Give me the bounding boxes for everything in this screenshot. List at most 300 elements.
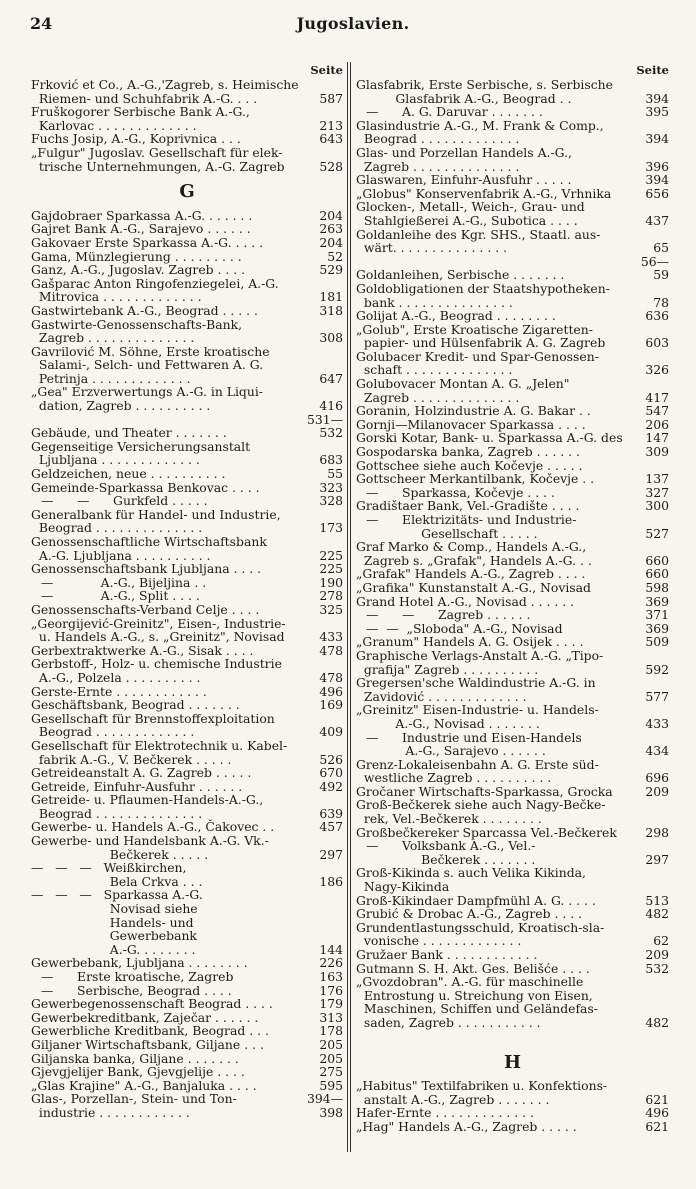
entry-name: Gašparac Anton Ringofenziegelei, A.-G. Mitrovica . . . . . . . . . . . . . (31, 275, 279, 305)
index-entry (356, 350, 669, 377)
index-entry (31, 685, 343, 699)
entry-page-number: 660 (645, 552, 669, 568)
index-entry (31, 1065, 343, 1079)
index-entry (31, 888, 343, 956)
entry-name: Gesellschaft für Brennstoffexploitation Beograd . . . . . . . . . . . . . (31, 710, 275, 740)
entry-name: „Grafika" Kunstanstalt A.-G., Novisad (356, 579, 591, 595)
entry-page-number: 65 (653, 240, 669, 256)
entry-page-number: 209 (645, 783, 669, 799)
index-entry (356, 649, 669, 676)
entry-name: Gastwirtebank A.-G., Beograd . . . . . (31, 302, 258, 318)
entry-name: Gerbextraktwerke A.-G., Sisak . . . . (31, 642, 254, 658)
index-entry (356, 1120, 669, 1134)
index-entry (31, 413, 343, 440)
index-entry (31, 970, 343, 984)
column-divider (350, 62, 351, 1152)
entry-page-number: 394 (645, 131, 669, 147)
entry-page-number: 147 (645, 430, 669, 446)
entry-page-number: 225 (319, 561, 343, 577)
entry-name: Goranin, Holzindustrie A. G. Bakar . . (356, 403, 591, 419)
index-entry (356, 404, 669, 418)
entry-page-number: 496 (319, 683, 343, 699)
entry-page-number: 527 (645, 525, 669, 541)
seite-column-label: Seite (636, 63, 669, 77)
index-entry (356, 622, 669, 636)
index-entry (356, 826, 669, 840)
index-entry (31, 1024, 343, 1038)
entry-name: Groß-Kikindaer Dampfmühl A. G. . . . . (356, 892, 596, 908)
index-entry (356, 595, 669, 609)
index-entry (31, 1011, 343, 1025)
index-entry (31, 250, 343, 264)
entry-name: Generalbank für Handel- und Industrie, Beograd . . . . . . . . . . . . . . (31, 506, 281, 536)
entry-page-number: 396 (645, 158, 669, 174)
index-entry (31, 385, 343, 412)
entry-name: Gornji—Milanovacer Sparkassa . . . . (356, 416, 586, 432)
entry-name: Glaswaren, Einfuhr-Ausfuhr . . . . . (356, 172, 572, 188)
entry-name: Gebäude, und Theater . . . . . . . (31, 425, 227, 441)
index-entry (31, 562, 343, 576)
entry-name: Gewerbebank, Ljubljana . . . . . . . . (31, 955, 248, 971)
entry-page-number: 478 (319, 642, 343, 658)
index-entry (31, 132, 343, 146)
index-entry (356, 703, 669, 730)
entry-page-number: 409 (319, 724, 343, 740)
entry-page-number: 190 (319, 574, 343, 590)
index-entry (356, 418, 669, 432)
entry-name: Gutmann S. H. Akt. Ges. Belišće . . . . (356, 960, 590, 976)
entry-name: Gajdobraer Sparkassa A.-G. . . . . . . (31, 207, 253, 223)
index-entry (356, 608, 669, 622)
entry-page-number: 587 (319, 90, 343, 106)
entry-name: Gewerbekreditbank, Zaječar . . . . . . (31, 1009, 259, 1025)
index-entry (31, 603, 343, 617)
entry-name: Groß-Kikinda s. auch Velika Kikinda, Nagy-Kikinda (356, 865, 586, 895)
entry-page-number: 656 (645, 185, 669, 201)
entry-page-number: 181 (319, 289, 343, 305)
index-entry (31, 956, 343, 970)
index-entry (31, 345, 343, 386)
index-entry (31, 263, 343, 277)
index-entry (356, 445, 669, 459)
entry-name: Goldobligationen der Staatshypotheken- bank . . . . . . . . . . . . . . . (356, 280, 610, 310)
entry-name: Geldzeichen, neue . . . . . . . . . . (31, 466, 226, 482)
entry-name: Gastwirte-Genossenschafts-Bank, Zagreb . . . . . . . . . . . . . . (31, 316, 243, 346)
page-number: 24 (30, 14, 53, 33)
entry-page-number: 433 (319, 629, 343, 645)
index-entry (31, 657, 343, 684)
entry-page-number: 226 (319, 955, 343, 971)
entry-page-number: 204 (319, 234, 343, 250)
entry-page-number: 577 (645, 688, 669, 704)
entry-name: — A.-G., Bijeljina . . (41, 574, 207, 590)
entry-name: „Golub", Erste Kroatische Zigaretten- papier- und Hülsenfabrik A. G. Zagreb (356, 321, 606, 351)
entry-name: Gama, Münzlegierung . . . . . . . . . (31, 248, 242, 264)
entry-name: „Globus" Konservenfabrik A.-G., Vrhnika (356, 185, 612, 201)
entry-name: — — Gurkfeld . . . . . (41, 493, 208, 509)
index-entry (356, 921, 669, 948)
entry-page-number: 660 (645, 566, 669, 582)
entry-page-number: 482 (645, 906, 669, 922)
entry-page-number: 137 (645, 471, 669, 487)
entry-name: „Greinitz" Eisen-Industrie- u. Handels- A.-G., Novisad . . . . . . . (356, 702, 599, 731)
entry-name: — Industrie und Eisen-Handels A.-G., Sarajevo . . . . . . (366, 729, 582, 759)
entry-page-number: 394 (645, 172, 669, 188)
index-entry (31, 209, 343, 223)
entry-page-number: 457 (319, 819, 343, 835)
entry-name: „Georgijević-Greinitz", Eisen-, Industrie- u. Handels A.-G., s. „Greinitz", Novisad (31, 615, 286, 645)
index-entry (356, 567, 669, 581)
entry-page-number: 144 (319, 941, 343, 957)
entry-name: Gewerbliche Kreditbank, Beograd . . . (31, 1023, 269, 1039)
entry-name: Genossenschaftliche Wirtschaftsbank A.-G. Ljubljana . . . . . . . . . . (31, 534, 267, 563)
entry-page-number: 598 (645, 579, 669, 595)
entry-page-number: 369 (645, 593, 669, 609)
entry-name: Grundentlastungsschuld, Kroatisch-sla- vonische . . . . . . . . . . . . . (356, 919, 605, 949)
entry-name: — — — Weißkirchen, Bela Crkva . . . (31, 860, 203, 889)
entry-page-number: 526 (319, 751, 343, 767)
index-entry (31, 1079, 343, 1093)
entry-name: — Sparkassa, Kočevje . . . . (366, 484, 555, 500)
entry-name: Genossenschafts-Verband Celje . . . . (31, 601, 260, 617)
index-entry (356, 866, 669, 893)
entry-page-number: 275 (319, 1064, 343, 1080)
section-letter-heading: H (503, 1051, 521, 1073)
index-entry (356, 948, 669, 962)
entry-name: Großbečkereker Sparcassa Vel.-Bečkerek (356, 824, 617, 840)
entry-page-number: 492 (319, 778, 343, 794)
index-entry (356, 1079, 669, 1106)
entry-page-number: 433 (645, 715, 669, 731)
entry-page-number: 326 (645, 362, 669, 378)
entry-page-number: 300 (645, 498, 669, 514)
entry-name: Gesellschaft für Elektrotechnik u. Kabel- fabrik A.-G., V. Bečkerek . . . . . (31, 737, 288, 767)
index-entry (356, 894, 669, 908)
entry-list (356, 78, 669, 1134)
index-entry (356, 731, 669, 758)
entry-name: Gružaer Bank . . . . . . . . . . . . (356, 947, 538, 962)
entry-name: Giljanska banka, Giljane . . . . . . . (31, 1050, 239, 1066)
entry-name: — A.-G., Split . . . . (41, 588, 200, 604)
entry-name: Gewerbe- und Handelsbank A.-G. Vk.- Bečkerek . . . . . (31, 833, 269, 862)
index-entry (31, 467, 343, 481)
entry-name: Graphische Verlags-Anstalt A.-G. „Tipo- grafija" Zagreb . . . . . . . . . . (356, 647, 604, 677)
index-entry (356, 486, 669, 500)
entry-page-number: 621 (645, 1091, 669, 1107)
entry-name: „Habitus" Textilfabriken u. Konfektions- anstalt A.-G., Zagreb . . . . . . . (356, 1078, 608, 1107)
entry-name: Gewerbe- u. Handels A.-G., Čakovec . . (31, 819, 275, 835)
entry-name: Fuchs Josip, A.-G., Koprivnica . . . (31, 131, 241, 147)
entry-page-number: 595 (319, 1077, 343, 1093)
entry-page-number: 204 (319, 207, 343, 223)
page-title: Jugoslavien. (296, 14, 410, 33)
entry-name: Golijat A.-G., Beograd . . . . . . . . (356, 308, 556, 324)
entry-page-number: 327 (645, 484, 669, 500)
entry-page-number: 509 (645, 634, 669, 650)
entry-page-number: 513 (645, 892, 669, 908)
entry-name: Ganz, A.-G., Jugoslav. Zagreb . . . . (31, 262, 246, 278)
entry-name: — A. G. Daruvar . . . . . . . (366, 104, 543, 120)
column-divider (347, 62, 348, 1152)
entry-page-number: 437 (645, 212, 669, 228)
entry-page-number: 206 (645, 416, 669, 432)
entry-name: Giljaner Wirtschaftsbank, Giljane . . . (31, 1036, 264, 1052)
index-entry (31, 440, 343, 467)
entry-name: Glasindustrie A.-G., M. Frank & Comp., Beograd . . . . . . . . . . . . . (356, 117, 604, 147)
entry-page-number: 205 (319, 1036, 343, 1052)
entry-page-number: 369 (645, 620, 669, 636)
entry-page-number: 636 (645, 308, 669, 324)
index-entry (356, 975, 669, 1029)
index-entry (356, 1106, 669, 1120)
entry-page-number: 528 (319, 158, 343, 174)
index-entry (31, 1052, 343, 1066)
entry-name: — Erste kroatische, Zagreb (41, 969, 234, 984)
entry-page-number: 478 (319, 669, 343, 685)
entry-name: Gakovaer Erste Sparkassa A.-G. . . . . (31, 234, 264, 250)
entry-page-number: 621 (645, 1118, 669, 1134)
index-entry (356, 309, 669, 323)
entry-name: Gewerbegenossenschaft Beograd . . . . (31, 996, 273, 1012)
index-entry (356, 676, 669, 703)
index-entry (356, 635, 669, 649)
index-entry (31, 644, 343, 658)
entry-name: Geschäftsbank, Beograd . . . . . . . (31, 697, 240, 713)
entry-page-number: 371 (645, 607, 669, 623)
index-entry (356, 105, 669, 119)
entry-name: Golubacer Kredit- und Spar-Genossen- schaft . . . . . . . . . . . . . . (356, 348, 599, 378)
page-header (30, 14, 676, 36)
entry-name: — Elektrizitäts- und Industrie- Gesellschaft . . . . . (366, 512, 577, 541)
entry-page-number: 225 (319, 547, 343, 563)
index-entry (31, 318, 343, 345)
entry-page-number: 178 (319, 1023, 343, 1039)
entry-name: „Fulgur" Jugoslav. Gesellschaft für elek- trische Unternehmungen, A.-G. Zagreb (31, 144, 285, 174)
entry-name: Golubovacer Montan A. G. „Jelen" Zagreb . . . . . . . . . . . . . . (356, 376, 570, 405)
entry-page-number: 297 (645, 851, 669, 867)
entry-page-number: 482 (645, 1014, 669, 1030)
entry-name: — Volksbank A.-G., Vel.- Bečkerek . . . . . . . (366, 838, 536, 867)
index-entry (31, 222, 343, 236)
entry-name: Gerste-Ernte . . . . . . . . . . . . (31, 683, 207, 699)
index-entry (31, 820, 343, 834)
index-entry (31, 494, 343, 508)
entry-name: Goldanleihe des Kgr. SHS., Staatl. aus- wärt. . . . . . . . . . . . . . . (356, 226, 601, 256)
index-entry (31, 589, 343, 603)
entry-name: Fruškogorer Serbische Bank A.-G., Karlovac . . . . . . . . . . . . . (31, 104, 250, 133)
entry-page-number: 176 (319, 982, 343, 998)
entry-page-number: 173 (319, 520, 343, 536)
index-entry (31, 304, 343, 318)
seite-column-label: Seite (310, 63, 343, 77)
index-entry (31, 1092, 343, 1119)
entry-page-number: 325 (319, 601, 343, 617)
entry-page-number: 56—59 (640, 253, 669, 283)
entry-page-number: 328 (319, 493, 343, 509)
index-entry (356, 200, 669, 227)
entry-name: — Serbische, Beograd . . . . (41, 982, 232, 998)
entry-name: Goldanleihen, Serbische . . . . . . . (356, 267, 565, 283)
entry-page-number: 417 (645, 389, 669, 405)
entry-page-number: 297 (319, 846, 343, 862)
entry-page-number: 416 (319, 398, 343, 414)
entry-name: „Gea" Erzverwertungs A.-G. in Liqui- dation, Zagreb . . . . . . . . . . (31, 384, 263, 414)
entry-name: — — „Sloboda" A.-G., Novisad (366, 620, 563, 636)
entry-page-number: 263 (319, 221, 343, 237)
entry-name: Graf Marko & Comp., Handels A.-G., Zagreb s. „Grafak", Handels A.-G. . . (356, 539, 592, 568)
index-entry (31, 236, 343, 250)
entry-page-number: 163 (319, 969, 343, 984)
entry-name: „Grafak" Handels A.-G., Zagreb . . . . (356, 566, 586, 582)
index-entry (31, 576, 343, 590)
index-entry (356, 187, 669, 201)
entry-name: Getreideanstalt A. G. Zagreb . . . . . (31, 765, 252, 781)
index-entry (356, 472, 669, 486)
index-entry (31, 793, 343, 820)
entry-name: Gročaner Wirtschafts-Sparkassa, Grocka (356, 783, 613, 799)
entry-page-number: 547 (645, 403, 669, 419)
index-entry (356, 146, 669, 173)
entry-page-number: 639 (319, 805, 343, 821)
index-entry (31, 481, 343, 495)
entry-page-number: 683 (319, 452, 343, 468)
index-entry (356, 962, 669, 976)
entry-page-number: 309 (645, 444, 669, 460)
entry-name: Gavrilović M. Söhne, Erste kroatische Salami-, Selch- und Fettwaren A. G. Petrinja . . . . . . . . . . . . . (31, 343, 270, 386)
index-entry (31, 984, 343, 998)
entry-name: Gottschee siehe auch Kočevje . . . . . (356, 457, 583, 473)
index-entry (31, 1038, 343, 1052)
entry-page-number: 395 (645, 104, 669, 120)
entry-name: Grubić & Drobac A.-G., Zagreb . . . . (356, 906, 583, 922)
index-entry (31, 766, 343, 780)
index-entry (31, 861, 343, 888)
index-entry (356, 513, 669, 540)
entry-name: Getreide- u. Pflaumen-Handels-A.-G., Beograd . . . . . . . . . . . . . . (31, 792, 264, 821)
index-entry (31, 712, 343, 739)
index-entry (356, 323, 669, 350)
index-entry (31, 146, 343, 173)
entry-name: „Hag" Handels A.-G., Zagreb . . . . . (356, 1118, 577, 1134)
entry-name: „Gvozdobran". A.-G. für maschinelle Entrostung u. Streichung von Eisen, Maschinen, Schiffen und Geländefas- saden, Zagreb . . . . . . . . . . . (356, 974, 598, 1030)
index-entry (356, 459, 669, 473)
index-entry (356, 540, 669, 567)
entry-name: Getreide, Einfuhr-Ausfuhr . . . . . . (31, 778, 243, 794)
entry-page-number: 647 (319, 370, 343, 386)
entry-page-number: 531—532 (306, 411, 343, 441)
entry-name: Glocken-, Metall-, Weich-, Grau- und Stahlgießerei A.-G., Subotica . . . . (356, 199, 585, 228)
section-letter-heading: G (179, 181, 195, 203)
entry-name: — — Zagreb . . . . . . (366, 607, 531, 623)
entry-page-number: 78 (653, 294, 669, 310)
index-entry (356, 282, 669, 309)
entry-page-number: 213 (319, 117, 343, 133)
entry-page-number: 434 (645, 743, 669, 759)
entry-name: Hafer-Ernte . . . . . . . . . . . . . (356, 1105, 534, 1121)
entry-name: Gorski Kotar, Bank- u. Sparkassa A.-G. des (356, 430, 623, 446)
entry-name: Gjevgjelijer Bank, Gjevgjelije . . . . (31, 1064, 245, 1080)
entry-page-number: 394—398 (306, 1091, 343, 1120)
entry-name: Gradištaer Bank, Vel.-Gradište . . . . (356, 498, 580, 514)
index-entry (31, 508, 343, 535)
index-entry (31, 535, 343, 562)
entry-name: Genossenschaftsbank Ljubljana . . . . (31, 561, 262, 577)
index-entry (31, 617, 343, 644)
entry-page-number: 169 (319, 697, 343, 713)
index-entry (31, 277, 343, 304)
index-entry (31, 997, 343, 1011)
index-entry (356, 758, 669, 785)
entry-page-number: 603 (645, 335, 669, 351)
entry-page-number: 323 (319, 479, 343, 495)
entry-page-number: 496 (645, 1105, 669, 1121)
entry-page-number: 55 (327, 466, 343, 482)
entry-name: Groß-Bečkerek siehe auch Nagy-Bečke- rek, Vel.-Bečkerek . . . . . . . . (356, 797, 606, 827)
entry-page-number: 278 (319, 588, 343, 604)
entry-page-number: 394 (645, 90, 669, 106)
entry-page-number: 298 (645, 824, 669, 840)
entry-page-number: 592 (645, 661, 669, 677)
index-entry (356, 431, 669, 445)
entry-page-number: 670 (319, 765, 343, 781)
entry-page-number: 209 (645, 947, 669, 962)
entry-list (31, 78, 343, 1120)
entry-name: Gajret Bank A.-G., Sarajevo . . . . . . (31, 221, 251, 237)
index-entry (356, 119, 669, 146)
entry-name: Gemeinde-Sparkassa Benkovac . . . . (31, 479, 260, 495)
entry-page-number: 532 (645, 960, 669, 976)
index-entry (356, 499, 669, 513)
index-entry (31, 698, 343, 712)
index-entry (31, 780, 343, 794)
entry-page-number: 186 (319, 873, 343, 889)
index-column-right (356, 64, 669, 1134)
index-entry (356, 228, 669, 255)
index-entry (356, 785, 669, 799)
entry-name: Glasfabrik, Erste Serbische, s. Serbische Glasfabrik A.-G., Beograd . . (356, 77, 613, 106)
index-entry (356, 255, 669, 282)
entry-name: „Granum" Handels A. G. Osijek . . . . (356, 634, 584, 650)
entry-page-number: 529 (319, 262, 343, 278)
index-entry (31, 105, 343, 132)
entry-name: Gospodarska banka, Zagreb . . . . . . (356, 444, 580, 460)
index-entry (356, 839, 669, 866)
entry-page-number: 643 (319, 131, 343, 147)
index-entry (356, 78, 669, 105)
entry-name: „Glas Krajine" A.-G., Banjaluka . . . . (31, 1077, 257, 1093)
entry-page-number: 313 (319, 1009, 343, 1025)
index-column-left (31, 64, 343, 1120)
entry-page-number: 179 (319, 996, 343, 1012)
entry-name: Frković et Co., A.-G.,'Zagreb, s. Heimische Riemen- und Schuhfabrik A.-G. . . . (31, 77, 299, 106)
index-entry (356, 173, 669, 187)
entry-name: Grand Hotel A.-G., Novisad . . . . . . (356, 593, 575, 609)
index-entry (356, 907, 669, 921)
index-entry (31, 739, 343, 766)
entry-name: Gregersen'sche Waldindustrie A.-G. in Zavidović . . . . . . . . . . . . . (356, 675, 596, 704)
entry-page-number: 52 (327, 248, 343, 264)
entry-page-number: 205 (319, 1050, 343, 1066)
entry-page-number: 62 (653, 933, 669, 949)
index-entry (356, 798, 669, 825)
entry-name: Gerbstoff-, Holz- u. chemische Industrie A.-G., Polzela . . . . . . . . . . (31, 656, 282, 685)
entry-page-number: 308 (319, 330, 343, 346)
entry-name: Gottscheer Merkantilbank, Kočevje . . (356, 471, 595, 487)
index-entry (31, 78, 343, 105)
entry-name: Gegenseitige Versicherungsanstalt Ljubljana . . . . . . . . . . . . . (31, 438, 251, 468)
index-entry (356, 377, 669, 404)
index-entry (356, 581, 669, 595)
